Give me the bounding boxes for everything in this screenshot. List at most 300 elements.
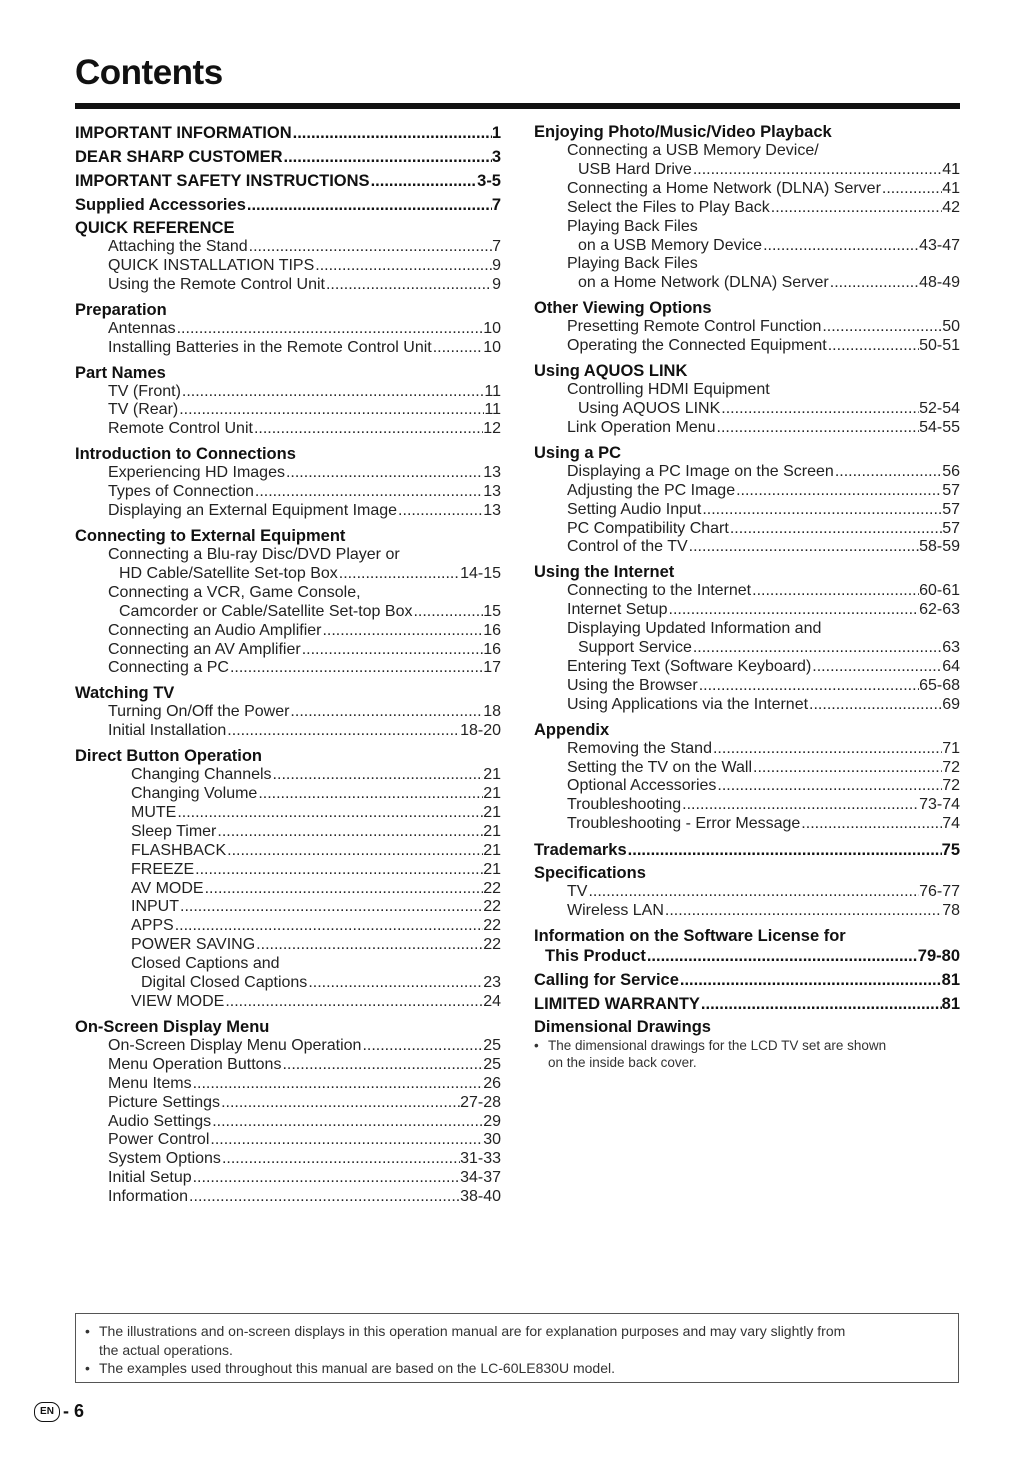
dot-leader — [808, 696, 942, 715]
dot-leader — [712, 740, 942, 759]
entry-title: Closed Captions and — [131, 955, 280, 973]
title-rule — [75, 103, 960, 109]
page-ref: 65-68 — [919, 676, 960, 694]
page-number — [34, 1401, 84, 1422]
page-ref: 16 — [483, 621, 501, 639]
toc-section — [534, 123, 960, 293]
section-heading[interactable] — [75, 527, 501, 546]
dot-leader — [272, 766, 484, 785]
dot-leader — [800, 815, 942, 834]
toc-entry[interactable] — [75, 1075, 501, 1094]
entry-title: DEAR SHARP CUSTOMER — [75, 148, 283, 166]
toc-entry[interactable] — [534, 463, 960, 482]
dot-leader — [412, 603, 483, 622]
page-ref: 1 — [491, 124, 501, 142]
entry-title: Using the Internet — [534, 563, 675, 582]
page-ref: 34-37 — [460, 1169, 501, 1187]
toc-entry[interactable] — [75, 1169, 501, 1188]
toc-section — [534, 970, 960, 991]
note-line: • The examples used throughout this manual are based on the LC-60LE830U model. — [85, 1360, 615, 1376]
dot-leader — [692, 161, 942, 180]
page-ref: 57 — [942, 481, 960, 499]
entry-title: Connecting an AV Amplifier — [108, 640, 301, 658]
toc-entry[interactable] — [75, 320, 501, 339]
dot-leader — [321, 622, 483, 641]
entry-title: Turning On/Off the Power — [108, 703, 290, 721]
entry-title: Introduction to Connections — [75, 445, 296, 464]
dot-leader — [289, 703, 483, 722]
section-heading[interactable] — [75, 747, 501, 766]
toc-entry[interactable] — [534, 255, 960, 274]
toc-entry[interactable] — [534, 520, 960, 539]
toc-section — [534, 444, 960, 558]
toc-entry[interactable] — [75, 1131, 501, 1150]
page-ref: 26 — [483, 1074, 501, 1092]
dot-leader — [668, 601, 920, 620]
entry-title: Connecting a Blu-ray Disc/DVD Player or — [108, 545, 400, 563]
toc-entry[interactable] — [75, 339, 501, 358]
section-heading[interactable] — [534, 444, 960, 463]
toc-section — [75, 123, 501, 144]
toc-entry[interactable] — [75, 842, 501, 861]
page-ref: 16 — [483, 640, 501, 658]
dot-leader — [192, 1075, 484, 1094]
entry-title: IMPORTANT INFORMATION — [75, 124, 292, 142]
entry-title: Enjoying Photo/Music/Video Playback — [534, 123, 832, 141]
entry-title: on a Home Network (DLNA) Server — [578, 274, 829, 292]
toc-entry[interactable] — [534, 639, 960, 658]
dot-leader — [301, 641, 484, 660]
entry-title: Information — [108, 1188, 189, 1206]
section-heading[interactable] — [75, 301, 501, 320]
dot-leader — [751, 582, 919, 601]
toc-entry[interactable] — [75, 584, 501, 603]
section-heading[interactable] — [534, 362, 960, 381]
section-heading[interactable] — [534, 927, 960, 946]
toc-section — [534, 927, 960, 946]
entry-title: Connecting a VCR, Game Console, — [108, 583, 361, 601]
toc-entry[interactable] — [75, 565, 501, 584]
section-heading[interactable] — [75, 171, 501, 192]
section-heading[interactable] — [534, 970, 960, 991]
toc-section — [75, 301, 501, 358]
section-heading[interactable] — [75, 147, 501, 168]
page-ref: 42 — [942, 198, 960, 216]
toc-entry[interactable] — [75, 974, 501, 993]
entry-title: APPS — [131, 917, 174, 935]
toc-entry[interactable] — [75, 993, 501, 1012]
page-ref: 18 — [483, 703, 501, 721]
page-ref: 21 — [483, 841, 501, 859]
entry-title: Optional Accessories — [567, 777, 717, 795]
dot-leader — [226, 842, 483, 861]
toc-entry[interactable] — [75, 420, 501, 439]
page-ref: 75 — [941, 841, 960, 860]
page-ref: 14-15 — [460, 564, 501, 582]
section-note: on the inside back cover. — [548, 1055, 697, 1070]
dot-leader — [397, 502, 483, 521]
dot-leader — [679, 970, 942, 991]
dot-leader — [307, 974, 483, 993]
entry-title: Types of Connection — [108, 483, 254, 501]
toc-entry[interactable] — [534, 337, 960, 356]
dot-leader — [681, 796, 919, 815]
entry-title: Connecting an Audio Amplifier — [108, 621, 322, 639]
page-ref: 48-49 — [919, 274, 960, 292]
toc-section — [75, 445, 501, 521]
toc-entry[interactable] — [75, 861, 501, 880]
toc-entry[interactable] — [534, 601, 960, 620]
toc-entry[interactable] — [75, 622, 501, 641]
toc-entry[interactable] — [534, 274, 960, 293]
entry-title: Part Names — [75, 363, 166, 382]
entry-title: FLASHBACK — [131, 841, 227, 859]
page-ref: 9 — [492, 275, 501, 293]
dot-leader — [692, 639, 942, 658]
page-ref: 21 — [483, 785, 501, 803]
toc-entry[interactable] — [534, 759, 960, 778]
page-ref: 25 — [483, 1055, 501, 1073]
entry-title: Displaying an External Equipment Image — [108, 502, 398, 520]
page-ref: 10 — [483, 338, 501, 356]
page-title: Contents — [75, 53, 223, 92]
page-ref: 38-40 — [460, 1188, 501, 1206]
page-ref: 79-80 — [917, 947, 960, 965]
page-ref: 50 — [942, 318, 960, 336]
dot-leader — [432, 339, 483, 358]
dot-leader — [338, 565, 460, 584]
section-heading[interactable] — [75, 123, 501, 144]
entry-title: Connecting to the Internet — [567, 582, 752, 600]
dot-leader — [716, 777, 942, 796]
toc-section — [534, 563, 960, 714]
toc-entry[interactable] — [534, 400, 960, 419]
dot-leader — [770, 199, 942, 218]
page-ref: 22 — [483, 879, 501, 897]
toc-entry[interactable] — [75, 546, 501, 565]
page-ref: 11 — [484, 401, 501, 419]
page-ref: 7 — [492, 238, 501, 255]
toc-section — [534, 1018, 960, 1071]
page-number-text: - 6 — [63, 1401, 85, 1421]
bullet-icon: • — [85, 1360, 90, 1376]
dot-leader — [627, 840, 942, 861]
dot-leader — [716, 419, 920, 438]
toc-section — [534, 994, 960, 1015]
page-ref: 72 — [942, 777, 960, 795]
entry-title: FREEZE — [131, 860, 195, 878]
entry-title: Connecting a USB Memory Device/ — [567, 142, 819, 159]
entry-title: This Product — [545, 947, 646, 965]
section-heading[interactable] — [75, 684, 501, 703]
dot-leader — [881, 180, 942, 199]
entry-title: HD Cable/Satellite Set-top Box — [119, 564, 338, 582]
entry-title: MUTE — [131, 803, 177, 821]
entry-title: TV (Rear) — [108, 401, 179, 419]
entry-title: Calling for Service — [534, 971, 679, 989]
toc-entry[interactable] — [75, 936, 501, 955]
toc-entry[interactable] — [534, 482, 960, 501]
toc-entry[interactable] — [534, 218, 960, 237]
dot-leader — [314, 257, 492, 276]
entry-title: Camcorder or Cable/Satellite Set-top Box — [119, 602, 413, 620]
page-ref: 22 — [483, 936, 501, 954]
toc-entry[interactable] — [75, 823, 501, 842]
toc-entry[interactable] — [534, 582, 960, 601]
page-ref: 25 — [483, 1036, 501, 1054]
toc-entry[interactable] — [75, 766, 501, 785]
entry-title: Supplied Accessories — [75, 196, 246, 214]
entry-title: Troubleshooting - Error Message — [567, 815, 801, 833]
toc-entry[interactable] — [534, 677, 960, 696]
dot-leader — [729, 520, 942, 539]
dot-leader — [204, 880, 484, 899]
entry-title: LIMITED WARRANTY — [534, 995, 700, 1013]
toc-entry[interactable] — [75, 1094, 501, 1113]
toc-entry[interactable] — [75, 659, 501, 678]
dot-leader — [221, 1150, 460, 1169]
toc-entry[interactable] — [75, 1150, 501, 1169]
entry-title: Digital Closed Captions — [141, 974, 308, 992]
entry-title: Using a PC — [534, 443, 622, 462]
dot-leader — [698, 677, 919, 696]
dot-leader — [752, 759, 942, 778]
section-heading[interactable] — [75, 445, 501, 464]
toc-entry[interactable] — [534, 696, 960, 715]
section-heading[interactable] — [75, 195, 501, 216]
toc-entry[interactable] — [75, 257, 501, 276]
entry-title: Using the Browser — [567, 676, 698, 694]
entry-title: Dimensional Drawings — [534, 1018, 711, 1036]
bullet-icon: • — [85, 1323, 90, 1339]
dot-leader — [176, 804, 483, 823]
entry-title: Initial Installation — [108, 722, 227, 740]
entry-title: AV MODE — [131, 879, 204, 897]
toc-entry[interactable] — [75, 276, 501, 295]
entry-title: Using AQUOS LINK — [534, 362, 688, 381]
entry-title: Other Viewing Options — [534, 299, 712, 318]
section-heading[interactable] — [534, 1018, 960, 1037]
toc-entry[interactable] — [75, 917, 501, 936]
toc-entry[interactable] — [75, 804, 501, 823]
contents-left-column — [75, 123, 501, 1213]
toc-entry[interactable] — [75, 722, 501, 741]
toc-entry[interactable] — [75, 483, 501, 502]
toc-section — [75, 684, 501, 741]
dot-leader — [700, 994, 942, 1015]
toc-entry[interactable] — [534, 419, 960, 438]
dot-leader — [174, 917, 484, 936]
page-ref: 43-47 — [919, 236, 960, 254]
dot-leader — [821, 318, 942, 337]
dot-leader — [688, 538, 919, 557]
entry-title: VIEW MODE — [131, 993, 225, 1010]
bullet-icon: • — [534, 1038, 539, 1053]
toc-entry[interactable] — [534, 142, 960, 161]
entry-title: POWER SAVING — [131, 936, 256, 954]
dot-leader — [229, 659, 483, 678]
entry-title: Menu Operation Buttons — [108, 1055, 282, 1073]
toc-section — [75, 364, 501, 440]
toc-entry[interactable] — [534, 815, 960, 834]
page-ref: 50-51 — [919, 337, 960, 355]
section-heading[interactable] — [534, 123, 960, 142]
toc-entry[interactable] — [75, 641, 501, 660]
entry-title: Displaying Updated Information and — [567, 620, 822, 638]
toc-entry[interactable] — [534, 381, 960, 400]
entry-title: TV — [567, 883, 588, 901]
toc-entry[interactable] — [75, 383, 501, 402]
entry-title: Internet Setup — [567, 601, 668, 619]
toc-entry[interactable] — [534, 318, 960, 337]
toc-entry[interactable] — [534, 796, 960, 815]
section-heading[interactable] — [534, 864, 960, 883]
dot-leader — [220, 1094, 460, 1113]
page-ref: 11 — [484, 382, 501, 400]
entry-title: QUICK INSTALLATION TIPS — [108, 256, 315, 274]
page-ref: 10 — [483, 319, 501, 337]
toc-entry[interactable] — [75, 401, 501, 420]
page-ref: 17 — [483, 659, 501, 677]
toc-section — [75, 527, 501, 678]
entry-title: Antennas — [108, 319, 176, 337]
dot-leader — [209, 1131, 483, 1150]
entry-title: Playing Back Files — [567, 217, 698, 235]
toc-entry[interactable] — [75, 898, 501, 917]
dot-leader — [192, 1169, 460, 1188]
entry-title: Link Operation Menu — [567, 418, 716, 436]
page-ref: 7 — [491, 196, 501, 214]
toc-entry[interactable] — [75, 502, 501, 521]
section-heading[interactable] — [75, 219, 501, 238]
entry-title: Using the Remote Control Unit — [108, 275, 325, 293]
page-ref: 21 — [483, 822, 501, 840]
toc-entry[interactable] — [534, 237, 960, 256]
entry-title: Sleep Timer — [131, 822, 217, 840]
toc-entry[interactable] — [75, 1188, 501, 1207]
dot-leader — [281, 1056, 483, 1075]
toc-entry[interactable] — [534, 538, 960, 557]
language-badge-icon: EN — [34, 1402, 60, 1422]
dot-leader — [370, 171, 478, 192]
section-heading[interactable] — [75, 1018, 501, 1037]
entry-title: Audio Settings — [108, 1112, 212, 1130]
dot-leader — [246, 195, 492, 216]
section-heading[interactable] — [534, 994, 960, 1015]
page-ref: 74 — [942, 815, 960, 833]
section-heading[interactable] — [75, 364, 501, 383]
toc-entry[interactable] — [534, 740, 960, 759]
toc-entry[interactable] — [75, 955, 501, 974]
dot-leader — [224, 993, 483, 1012]
dot-leader — [211, 1113, 483, 1132]
toc-section — [75, 1018, 501, 1207]
toc-section — [534, 721, 960, 835]
toc-entry[interactable] — [534, 658, 960, 677]
entry-title: Changing Volume — [131, 785, 258, 803]
dot-leader — [188, 1188, 460, 1207]
dot-leader — [829, 274, 919, 293]
page-ref: 54-55 — [919, 418, 960, 436]
entry-title: On-Screen Display Menu — [75, 1017, 270, 1036]
entry-title: Setting Audio Input — [567, 500, 702, 518]
entry-title: Appendix — [534, 720, 610, 739]
toc-entry[interactable] — [75, 785, 501, 804]
dot-leader — [254, 483, 483, 502]
entry-title: Specifications — [534, 864, 646, 883]
entry-title: Menu Items — [108, 1074, 192, 1092]
toc-section — [534, 299, 960, 356]
toc-section — [534, 864, 960, 921]
toc-section — [75, 147, 501, 168]
toc-entry[interactable] — [534, 777, 960, 796]
toc-entry[interactable] — [534, 501, 960, 520]
toc-entry[interactable] — [534, 902, 960, 921]
dot-leader — [701, 501, 942, 520]
toc-entry[interactable] — [534, 883, 960, 902]
entry-title: QUICK REFERENCE — [75, 219, 235, 237]
page-ref: 73-74 — [919, 796, 960, 814]
section-heading[interactable] — [534, 946, 960, 967]
entry-title: Operating the Connected Equipment — [567, 337, 827, 355]
entry-title: Control of the TV — [567, 538, 688, 556]
entry-title: IMPORTANT SAFETY INSTRUCTIONS — [75, 172, 370, 190]
dot-leader — [181, 383, 485, 402]
entry-title: PC Compatibility Chart — [567, 519, 729, 537]
toc-entry[interactable] — [75, 1113, 501, 1132]
page-ref: 21 — [483, 766, 501, 784]
entry-title: Trademarks — [534, 841, 627, 860]
entry-title: INPUT — [131, 898, 179, 916]
section-heading[interactable] — [534, 299, 960, 318]
toc-entry[interactable] — [534, 199, 960, 218]
entry-title: Picture Settings — [108, 1093, 221, 1111]
entry-title: Initial Setup — [108, 1169, 192, 1187]
page-ref: 21 — [483, 860, 501, 878]
dot-leader — [811, 658, 942, 677]
toc-entry[interactable] — [75, 880, 501, 899]
entry-title: Adjusting the PC Image — [567, 481, 736, 499]
toc-entry[interactable] — [75, 1037, 501, 1056]
page-ref: 76-77 — [919, 883, 960, 901]
entry-title: USB Hard Drive — [578, 160, 692, 178]
toc-entry[interactable] — [534, 620, 960, 639]
toc-entry[interactable] — [534, 180, 960, 199]
toc-section — [534, 840, 960, 861]
entry-title: Select the Files to Play Back — [567, 198, 770, 216]
section-heading[interactable] — [534, 840, 960, 861]
dot-leader — [248, 238, 492, 257]
toc-entry[interactable] — [534, 161, 960, 180]
page-ref: 63 — [942, 639, 960, 657]
entry-title: Playing Back Files — [567, 255, 698, 273]
page-ref: 72 — [942, 758, 960, 776]
page-ref: 62-63 — [919, 601, 960, 619]
toc-entry[interactable] — [75, 238, 501, 257]
section-heading[interactable] — [534, 721, 960, 740]
toc-entry[interactable] — [75, 703, 501, 722]
section-heading[interactable] — [534, 563, 960, 582]
toc-entry[interactable] — [75, 1056, 501, 1075]
page-ref: 41 — [942, 160, 960, 178]
page-ref: 64 — [942, 657, 960, 675]
toc-entry[interactable] — [75, 464, 501, 483]
dot-leader — [179, 898, 483, 917]
entry-title: Remote Control Unit — [108, 420, 253, 438]
page-ref: 71 — [942, 739, 960, 757]
toc-section — [534, 946, 960, 967]
toc-entry[interactable] — [75, 603, 501, 622]
